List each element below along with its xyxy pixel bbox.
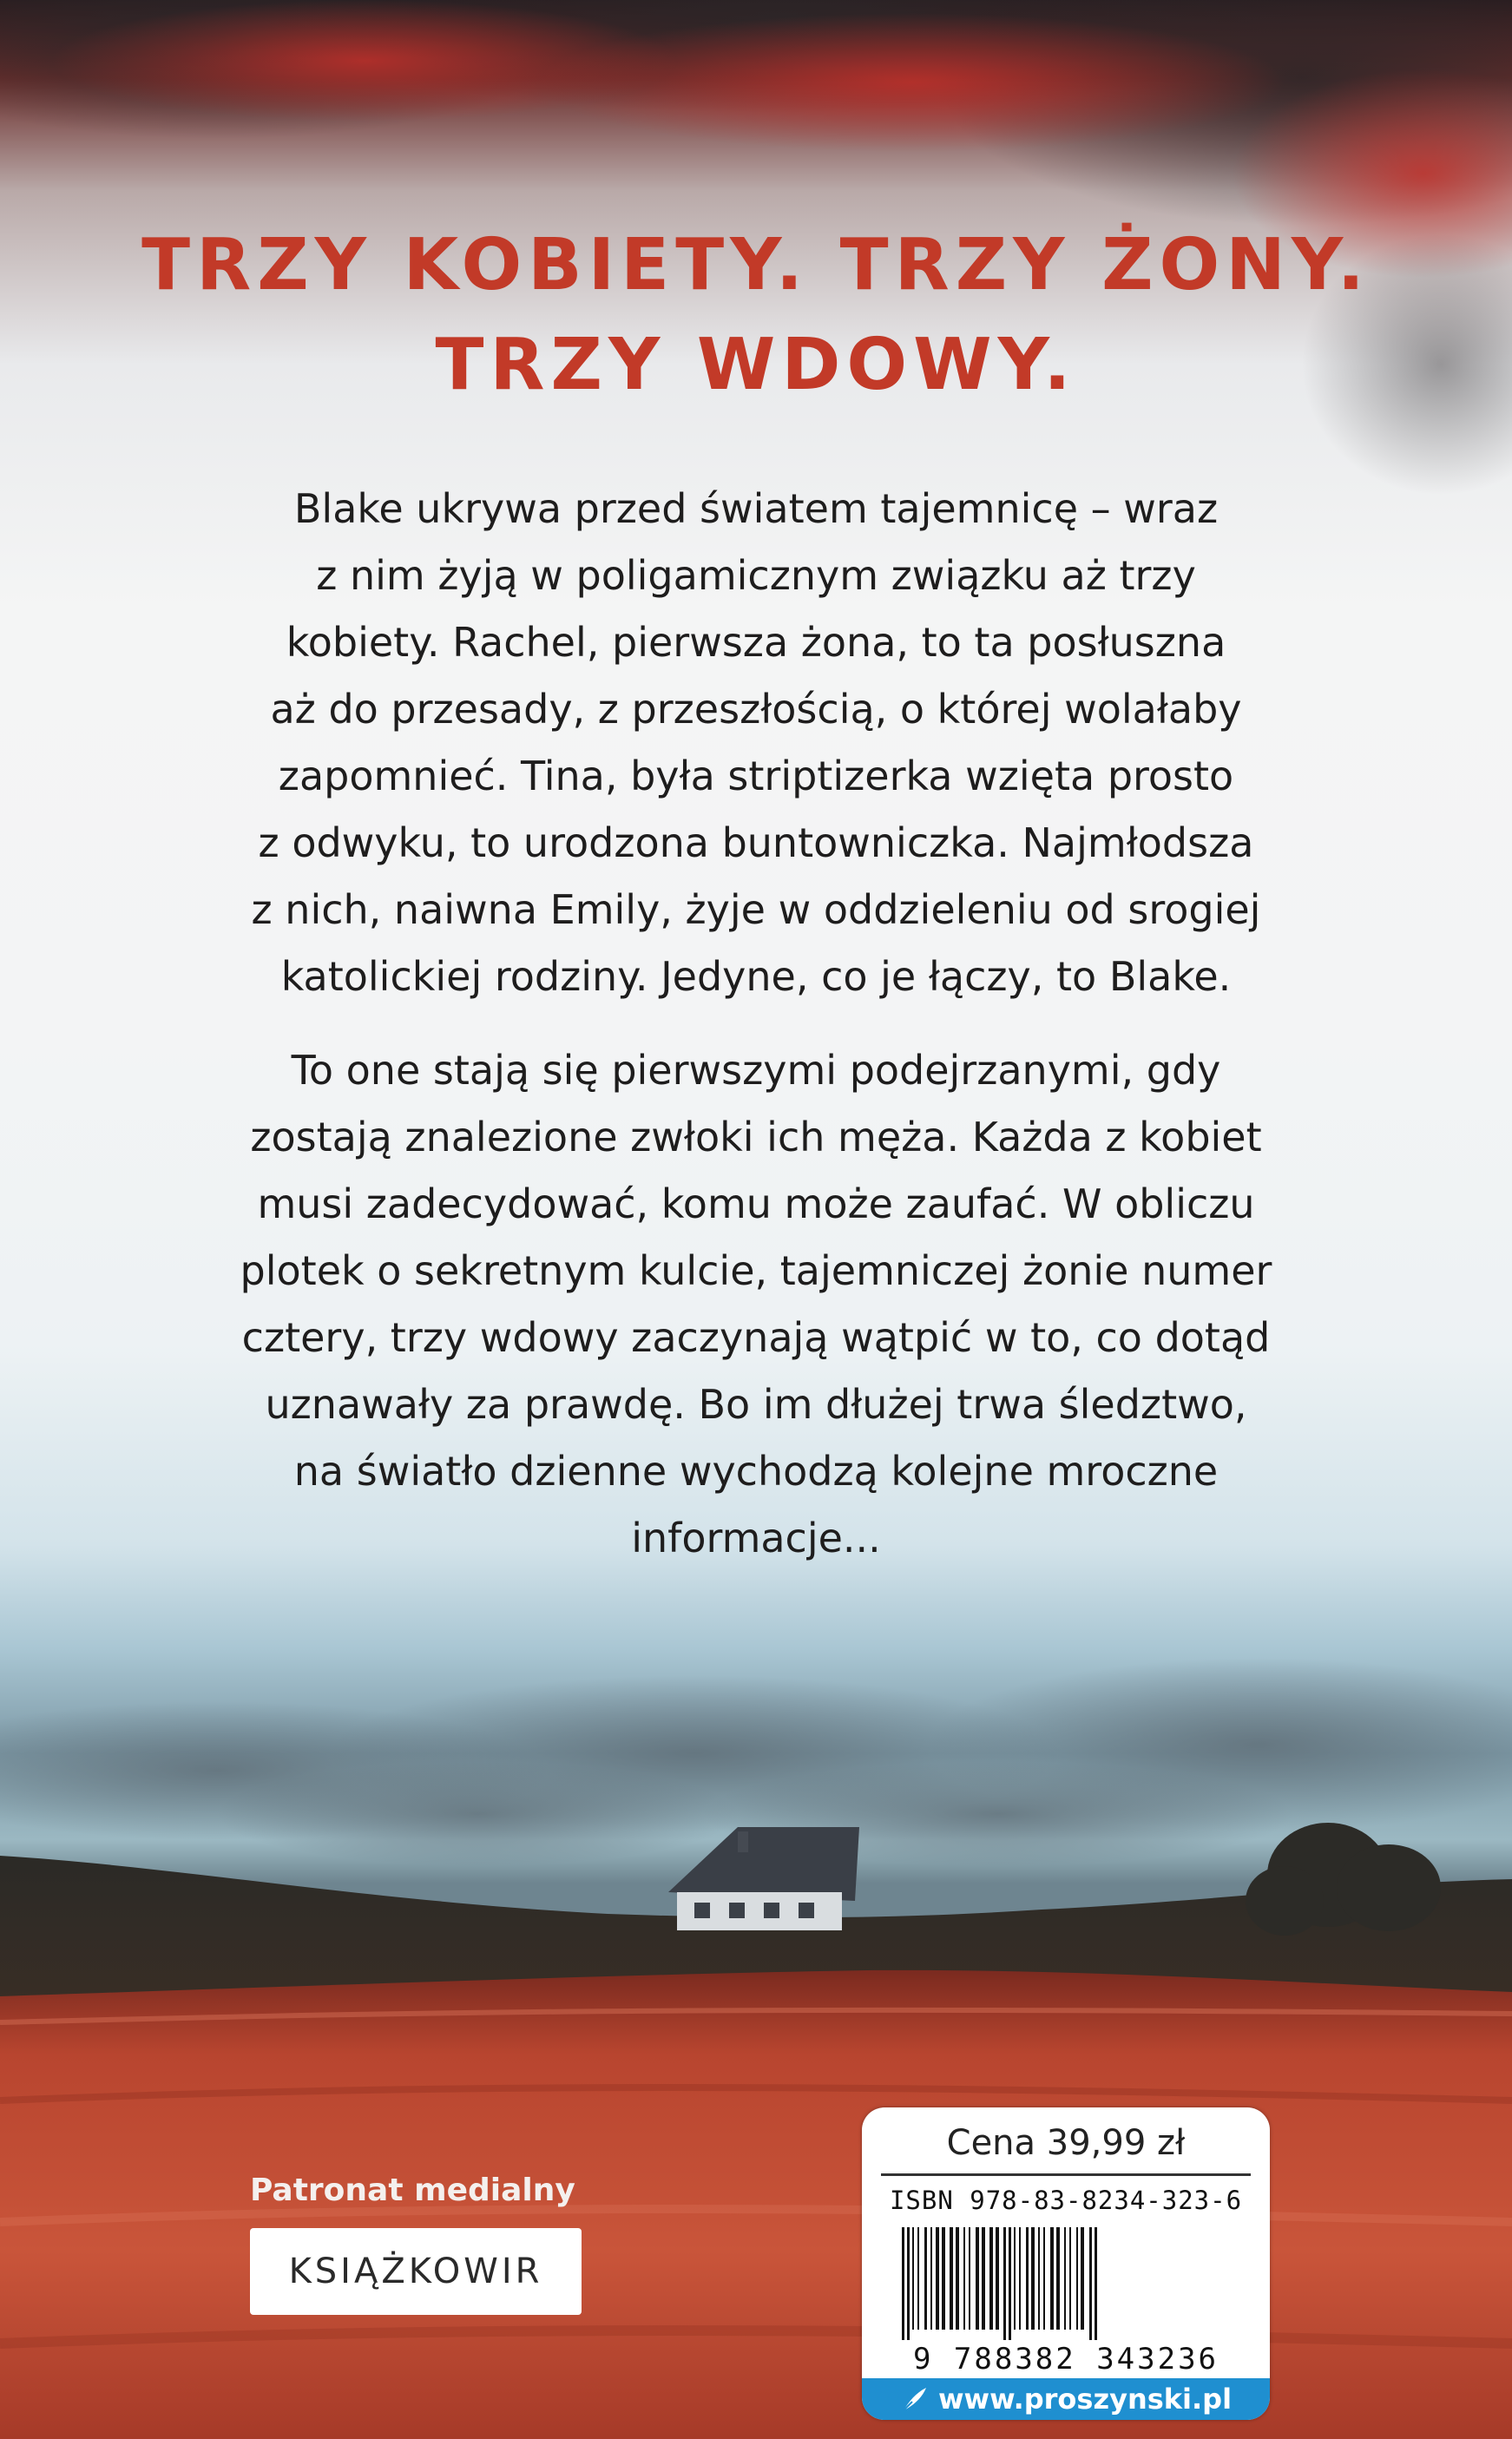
blurb-line: musi zadecydować, komu może zaufać. W obliczu: [257, 1180, 1255, 1227]
partner-logo: KSIĄŻKOWIR: [250, 2228, 582, 2315]
barcode-bar: [907, 2227, 910, 2340]
barcode-bar: [976, 2227, 979, 2330]
barcode-bar: [963, 2227, 965, 2330]
media-patronage-label: Patronat medialny: [250, 2173, 575, 2208]
barcode-bar: [1056, 2227, 1060, 2330]
price-barcode-box: [862, 2107, 1270, 2420]
barcode-bar: [930, 2227, 932, 2330]
barcode-bar: [1026, 2227, 1029, 2330]
barcode-bar: [924, 2227, 927, 2330]
ean-digits: 9 788382 343236: [912, 2342, 1219, 2377]
blurb-line: cztery, trzy wdowy zaczynają wątpić w to, co dotąd: [241, 1314, 1271, 1361]
blurb-line: informacje...: [631, 1515, 881, 1561]
publisher-url[interactable]: www.proszynski.pl: [937, 2383, 1233, 2416]
blurb-line: aż do przesady, z przeszłością, o której wolałaby: [270, 686, 1242, 733]
barcode-bar: [917, 2227, 919, 2330]
barcode-bar: [942, 2227, 945, 2330]
blurb-line: To one stają się pierwszymi podejrzanymi, gdy: [291, 1047, 1221, 1094]
divider: [881, 2173, 1251, 2176]
barcode-bar: [1095, 2227, 1097, 2340]
quill-icon: [900, 2384, 930, 2414]
price-label: Cena 39,99 zł: [946, 2123, 1186, 2163]
barcode-bar: [1043, 2227, 1045, 2330]
headline-line-1: TRZY KOBIETY. TRZY ŻONY.: [141, 224, 1371, 306]
barcode-bar: [1076, 2227, 1078, 2330]
barcode-bar: [1050, 2227, 1054, 2330]
barcode-bar: [1064, 2227, 1066, 2330]
barcode-bar: [996, 2227, 999, 2330]
blurb-line: kobiety. Rachel, pierwsza żona, to ta posłuszna: [286, 619, 1226, 666]
blurb-paragraph-1: [174, 476, 1338, 1010]
blurb-line: plotek o sekretnym kulcie, tajemniczej żonie numer: [240, 1247, 1272, 1294]
publisher-bar[interactable]: [862, 2378, 1270, 2420]
barcode-bar: [1081, 2227, 1084, 2330]
blurb-line: uznawały za prawdę. Bo im dłużej trwa śledztwo,: [265, 1381, 1247, 1428]
blurb-line: z nim żyją w poligamicznym związku aż trzy: [316, 552, 1196, 599]
headline-line-2: TRZY WDOWY.: [435, 324, 1077, 406]
blurb-line: zostają znalezione zwłoki ich męża. Każda z kobiet: [250, 1114, 1262, 1160]
barcode-bar: [1009, 2227, 1011, 2340]
barcode-bar: [969, 2227, 970, 2330]
isbn-label: ISBN 978-83-8234-323-6: [889, 2186, 1243, 2215]
barcode-bar: [902, 2227, 904, 2340]
barcode-bar: [950, 2227, 953, 2330]
blurb-paragraph-2: [174, 1037, 1338, 1572]
house-illustration: [668, 1827, 859, 1930]
blurb-line: Blake ukrywa przed światem tajemnicę – wraz: [293, 485, 1219, 532]
barcode-bar: [1089, 2227, 1092, 2340]
blurb-line: katolickiej rodziny. Jedyne, co je łączy, to Blake.: [280, 953, 1232, 1000]
barcode-bar: [1014, 2227, 1016, 2330]
blurb-line: z nich, naiwna Emily, żyje w oddzieleniu od srogiej: [251, 886, 1261, 933]
barcode: [897, 2227, 1239, 2340]
barcode-bar: [936, 2227, 939, 2330]
barcode-bar: [1003, 2227, 1006, 2340]
barcode-bar: [1031, 2227, 1035, 2330]
blurb-line: z odwyku, to urodzona buntowniczka. Najmłodsza: [258, 819, 1254, 866]
blurb-line: na światło dzienne wychodzą kolejne mroczne: [293, 1448, 1219, 1495]
barcode-bar: [1019, 2227, 1021, 2330]
barcode-bar: [912, 2227, 914, 2330]
barcode-bar: [1038, 2227, 1040, 2330]
barcode-bar: [1069, 2227, 1071, 2330]
barcode-bar: [989, 2227, 993, 2330]
barcode-bar: [956, 2227, 959, 2330]
barcode-bar: [982, 2227, 985, 2330]
blurb-line: zapomnieć. Tina, była striptizerka wzięta prosto: [278, 753, 1234, 799]
